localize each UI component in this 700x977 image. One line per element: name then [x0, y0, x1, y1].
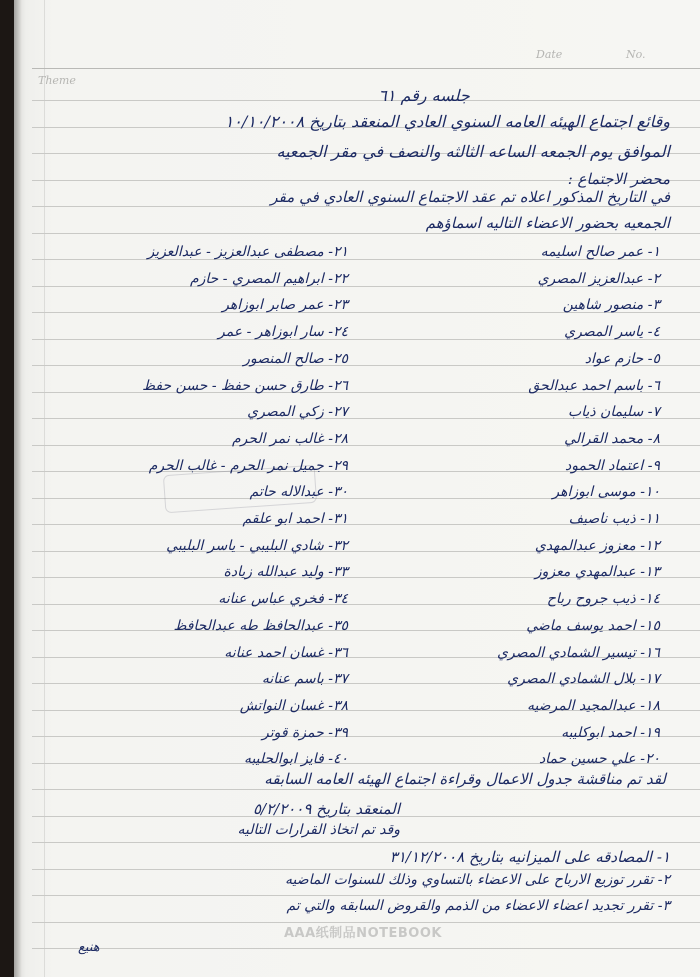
attendee-item: ١- عمر صالح اسليمه — [540, 244, 660, 260]
attendee-item: ٣٤- فخري عباس عنانه — [218, 591, 348, 607]
header-rule — [32, 68, 700, 69]
ruled-line — [32, 895, 700, 896]
decision-3: ٣- تقرر تجديد اعضاء الاعضاء من الذمم والقروض السابقه والتي تم — [286, 898, 670, 914]
attendee-item: ٢٨- غالب نمر الحرم — [231, 431, 348, 447]
attendee-item: ٢٠- علي حسين حماد — [538, 751, 660, 767]
attendee-item: ٦- باسم احمد عبدالحق — [528, 378, 660, 394]
date-label: Date — [536, 48, 563, 61]
attendee-item: ٣٦- غسان احمد عنانه — [224, 645, 348, 661]
attendee-item: ١١- ذيب ناصيف — [568, 511, 660, 527]
attendee-item: ٢١- مصطفى عبدالعزيز - عبدالعزيز — [147, 244, 348, 260]
closing-line-1: لقد تم مناقشة جدول الاعمال وقراءة اجتماع الهيئه العامه السابقه — [264, 770, 666, 788]
decision-2: ٢- تقرر توزيع الارباح على الاعضاء بالتساوي وذلك للسنوات الماضيه — [285, 872, 670, 888]
minutes-heading: محضر الاجتماع : — [567, 170, 670, 188]
attendee-item: ١٩- احمد ابوكليبه — [561, 725, 660, 741]
attendee-item: ١٦- تيسير الشمادي المصري — [497, 645, 660, 661]
ruled-line — [32, 789, 700, 790]
opening-line-2: الجمعيه بحضور الاعضاء التاليه اسماؤهم — [425, 214, 670, 232]
intro-line-1: وقائع اجتماع الهيئه العامه السنوي العادي المنعقد بتاريخ ١٠/١٠/٢٠٠٨ — [224, 112, 670, 131]
margin-line — [44, 0, 45, 977]
attendee-item: ٢٧- زكي المصري — [247, 404, 348, 420]
attendee-item: ١٥- احمد يوسف ماضي — [526, 618, 660, 634]
attendee-item: ٣٩- حمزة قوتر — [261, 725, 348, 741]
ruled-line — [32, 206, 700, 207]
ruled-line — [32, 948, 700, 949]
attendee-item: ٧- سليمان ذياب — [568, 404, 660, 420]
attendee-item: ٣١- احمد ابو علقم — [242, 511, 348, 527]
closing-line-2: المنعقد بتاريخ ٥/٢/٢٠٠٩ — [253, 800, 400, 818]
attendee-item: ٢٤- سار ابوزاهر - عمر — [217, 324, 348, 340]
theme-label: Theme — [38, 74, 76, 87]
attendee-item: ٢٦- طارق حسن حفظ - حسن حفظ — [142, 378, 348, 394]
closing-line-3: وقد تم اتخاذ القرارات التاليه — [237, 822, 400, 838]
attendee-item: ٣٥- عبدالحافظ طه عبدالحافظ — [173, 618, 348, 634]
attendee-item: ٨- محمد القرالي — [564, 431, 660, 447]
attendee-item: ٢٩- جميل نمر الحرم - غالب الحرم — [148, 458, 348, 474]
attendee-item: ٣- منصور شاهين — [562, 297, 660, 313]
ruled-line — [32, 842, 700, 843]
attendee-item: ٣٠- عبدالاله حاتم — [249, 484, 348, 500]
ruled-line — [32, 869, 700, 870]
intro-line-2: الموافق يوم الجمعه الساعه الثالثه والنصف في مقر الجمعيه — [276, 142, 670, 161]
attendee-item: ٣٢- شادي البليبي - ياسر البليبي — [166, 538, 348, 554]
attendee-item: ١٨- عبدالمجيد المرضيه — [526, 698, 660, 714]
attendee-item: ١٣- عبدالمهدي معزوز — [534, 564, 660, 580]
decision-1: ١- المصادقه على الميزانيه بتاريخ ٣١/١٢/٢٠٠٨ — [389, 848, 670, 866]
attendee-item: ٢- عبدالعزيز المصري — [537, 271, 660, 287]
attendee-item: ١٧- بلال الشمادي المصري — [507, 671, 660, 687]
page-gutter-shadow — [14, 0, 22, 977]
attendee-item: ١٤- ذيب جروح رباح — [546, 591, 660, 607]
attendee-item: ٣٨- غسان النواتش — [239, 698, 348, 714]
notebook-binding — [0, 0, 14, 977]
attendee-item: ٤٠- فايز ابوالحليبه — [243, 751, 348, 767]
ruled-line — [32, 233, 700, 234]
notebook-brand-watermark: AAA纸制品NOTEBOOK — [284, 926, 442, 941]
attendee-item: ٩- اعتماد الحمود — [565, 458, 660, 474]
attendee-item: ٢٥- صالح المنصور — [243, 351, 348, 367]
attendee-item: ٢٣- عمر صابر ابوزاهر — [222, 297, 348, 313]
notebook-page — [14, 0, 700, 977]
signature: هنيع — [78, 940, 100, 955]
attendee-item: ٣٧- باسم عنانه — [261, 671, 348, 687]
attendee-item: ٤- ياسر المصري — [564, 324, 660, 340]
attendee-item: ١٢- معزوز عبدالمهدي — [534, 538, 660, 554]
attendee-item: ٢٢- ابراهيم المصري - حازم — [189, 271, 348, 287]
attendee-item: ٣٣- وليد عبدالله زيادة — [223, 564, 348, 580]
opening-line-1: في التاريخ المذكور اعلاه تم عقد الاجتماع السنوي العادي في مقر — [270, 188, 670, 206]
attendee-item: ٥- حازم عواد — [584, 351, 660, 367]
session-title: جلسه رقم ٦١ — [378, 86, 470, 105]
number-label: No. — [626, 48, 646, 61]
attendee-item: ١٠- موسى ابوزاهر — [552, 484, 660, 500]
